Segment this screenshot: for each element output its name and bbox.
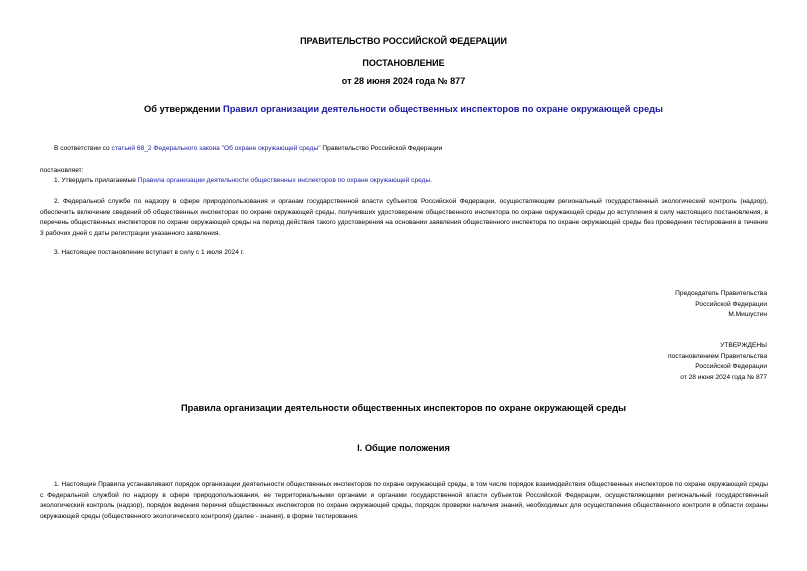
paragraph-1 [54, 176, 432, 187]
approval-date-number: от 28 июня 2024 года № 877 [680, 373, 767, 381]
signature-block [675, 289, 767, 321]
rules-paragraph-1: 1. Настоящие Правила устанавливают порядок организации деятельности общественных инспекторов по охране окружающей среды, в том числе порядок взаимодействия общественных инспекторов по охране окружающей среды с Федеральной службой по надзору в сфере природопользования, ее территориальными органами и органами государственной власти субъектов Российской Федерации, осуществляющими региональный государственный экологический контроль (надзор), порядок ведения перечня общественных инспекторов по охране окружающей среды, порядок проверки наличия знаний, необходимых для осуществления общественного контроля в области охраны окружающей среды (общественного экологического контроля) (далее - знания), в форме тестирования. [40, 481, 768, 520]
title-link[interactable]: Правил организации деятельности общественных инспекторов по охране окружающей среды [223, 104, 663, 114]
paragraph-3: 3. Настоящее постановление вступает в силу с 1 июля 2024 г. [54, 249, 245, 256]
intro-paragraph [54, 144, 442, 155]
document-date-number: от 28 июня 2024 года № 877 [341, 76, 466, 86]
signature-country: Российской Федерации [695, 300, 767, 308]
section-heading: I. Общие положения [357, 443, 450, 453]
document-title [0, 104, 807, 114]
approval-block [668, 341, 767, 383]
rules-title: Правила организации деятельности общественных инспекторов по охране окружающей среды [180, 403, 627, 413]
intro-text-before: В соответствии со [54, 145, 112, 152]
paragraph-2: 2. Федеральной службе по надзору в сфере природопользования и органам государственной власти субъектов Российской Федерации, осуществляющим региональный государственный экологический контроль (надзор), обеспечить включение сведений об общественных инспекторах по охране окружающей среды, получивших удостоверение общественного инспектора по охране окружающей среды до вступления в силу настоящего постановления, в перечень общественных инспекторов по охране окружающей среды на период действия такого удостоверения на основании заявления общественного инспектора по охране окружающей среды без проведения тестирования в течение 3 рабочих дней с даты регистрации указанного заявления. [40, 198, 768, 237]
decree-word: постановляет: [40, 167, 84, 174]
intro-text-after: Правительство Российской Федерации [320, 145, 443, 152]
signature-position: Председатель Правительства [675, 290, 767, 297]
approval-line-2: постановлением Правительства [667, 352, 767, 360]
document-type: ПОСТАНОВЛЕНИЕ [362, 58, 445, 68]
signature-name: М.Мишустин [728, 311, 767, 318]
rules-link[interactable]: Правила организации деятельности общественных инспекторов по охране окружающей среды [137, 177, 431, 184]
approval-line-3: Российской Федерации [695, 363, 767, 370]
title-prefix: Об утверждении [144, 104, 224, 114]
law-article-link[interactable]: статьей 68_2 Федерального закона "Об охране окружающей среды" [111, 145, 321, 152]
p1-text-after: . [430, 177, 433, 184]
p1-text-before: 1. Утвердить прилагаемые [54, 177, 138, 184]
government-header: ПРАВИТЕЛЬСТВО РОССИЙСКОЙ ФЕДЕРАЦИИ [300, 36, 507, 46]
approval-title: УТВЕРЖДЕНЫ [720, 342, 767, 349]
